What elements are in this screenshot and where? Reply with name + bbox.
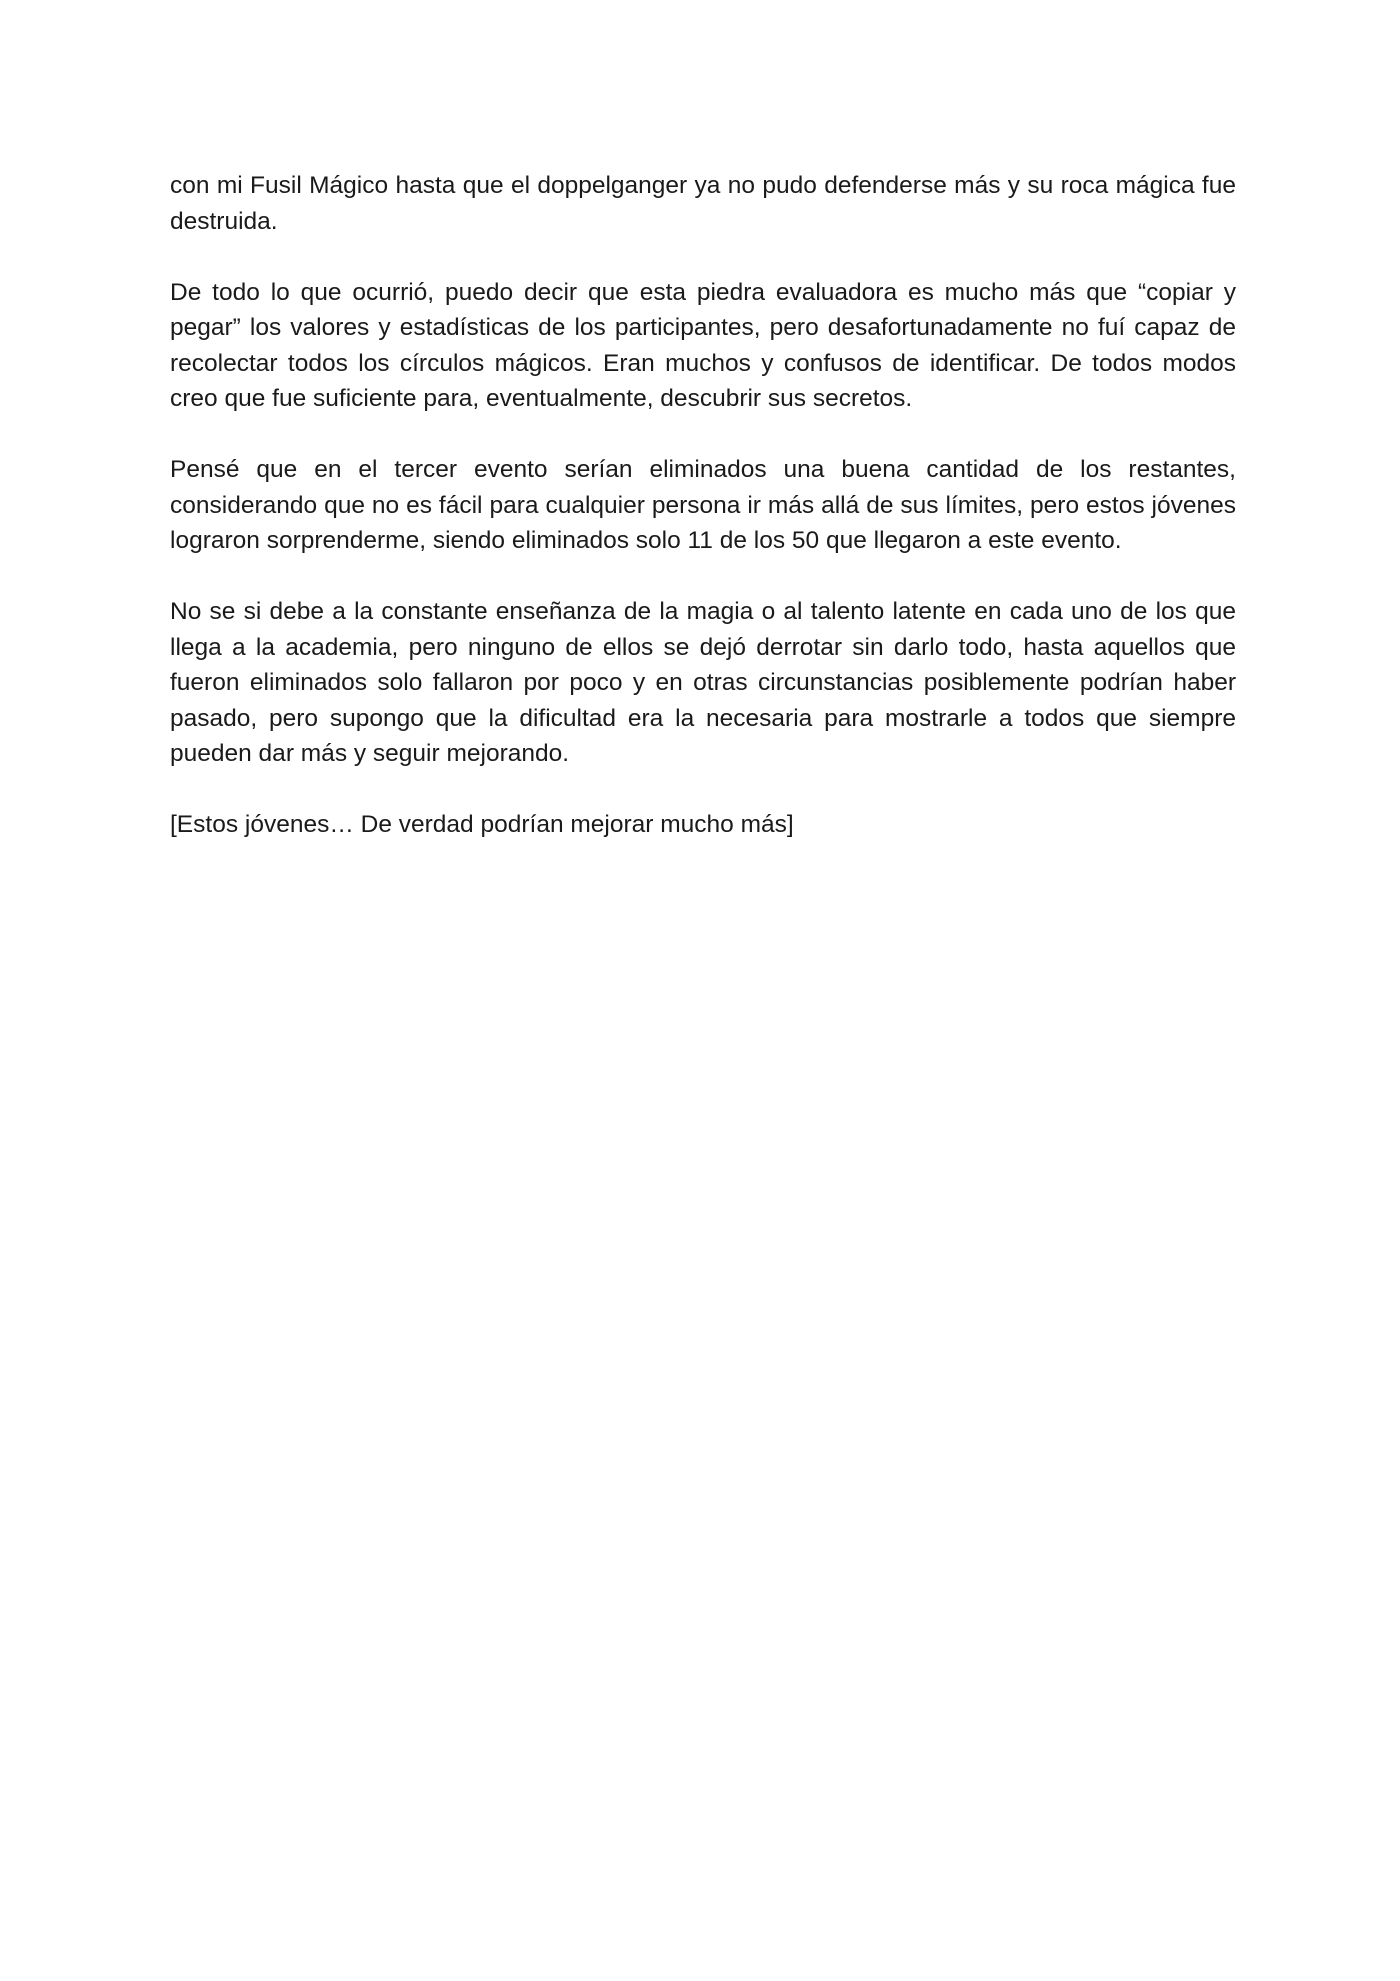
paragraph-2: De todo lo que ocurrió, puedo decir que esta piedra evaluadora es mucho más que “copiar y pegar” los valores y estadísticas de los participantes, pero desafortunadamente no fuí capaz de recolectar todos los círculos mágicos. Eran muchos y confusos de identificar. De todos modos creo que fue suficiente para, eventualmente, descubrir sus secretos.: [170, 278, 1236, 412]
paragraph-4: No se si debe a la constante enseñanza de la magia o al talento latente en cada uno de los que llega a la academia, pero ninguno de ellos se dejó derrotar sin darlo todo, hasta aquellos que fueron eliminados solo fallaron por poco y en otras circunstancias posiblemente podrían haber pasado, pero supongo que la dificultad era la necesaria para mostrarle a todos que siempre pueden dar más y seguir mejorando.: [170, 598, 1236, 767]
document-body: [170, 168, 1236, 843]
paragraph-3: Pensé que en el tercer evento serían eliminados una buena cantidad de los restantes, considerando que no es fácil para cualquier persona ir más allá de sus límites, pero estos jóvenes lograron sorprenderme, siendo eliminados solo 11 de los 50 que llegaron a este evento.: [170, 456, 1236, 554]
paragraph-1: con mi Fusil Mágico hasta que el doppelganger ya no pudo defenderse más y su roca mágica fue destruida.: [170, 172, 1236, 235]
paragraph-5: [Estos jóvenes… De verdad podrían mejorar mucho más]: [170, 811, 794, 838]
